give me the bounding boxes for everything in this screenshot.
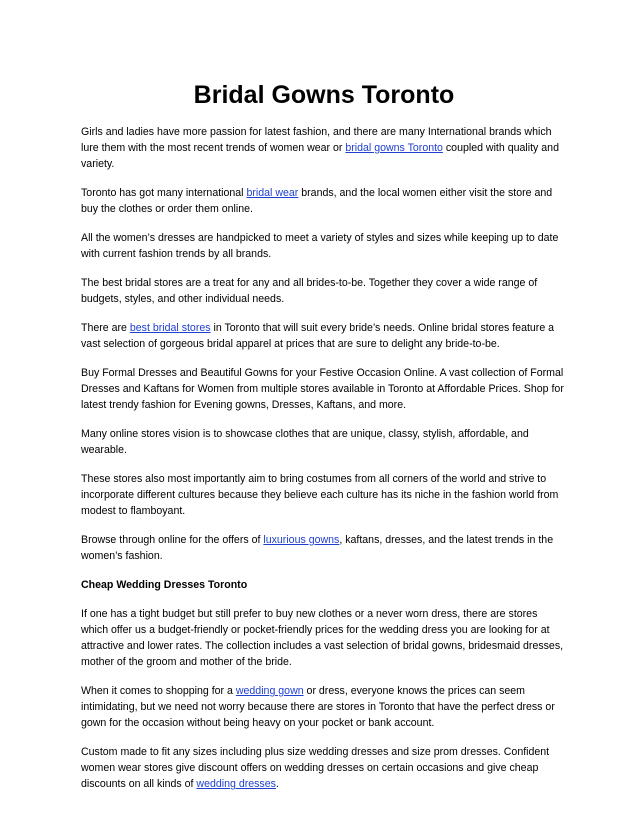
paragraph-text: The best bridal stores are a treat for any and all brides-to-be. Together they cover a wide range of budgets, styles, and other individual needs.: [81, 277, 538, 305]
paragraph-text: Custom made to fit any sizes including plus size wedding dresses and size prom dresses. Confident women wear stores give discount offers on wedding dresses on certain occasions and give cheap discounts on all kinds of: [81, 746, 550, 790]
paragraph-text: Buy Formal Dresses and Beautiful Gowns for your Festive Occasion Online. A vast collection of Formal Dresses and Kaftans for Women from multiple stores available in Toronto at Affordable Prices. Shop for latest trendy fashion for Evening gowns, Dresses, Kaftans, and more.: [81, 367, 564, 411]
paragraph-text: .: [275, 778, 279, 790]
paragraph: [81, 185, 567, 217]
paragraph: [81, 365, 567, 413]
paragraph: [81, 320, 567, 352]
paragraph-text: Many online stores vision is to showcase clothes that are unique, classy, stylish, affordable, and wearable.: [81, 428, 529, 456]
paragraph-text: All the women’s dresses are handpicked to meet a variety of styles and sizes while keeping up to date with current fashion trends by all brands.: [81, 232, 559, 260]
paragraph: [81, 124, 567, 172]
paragraph-text: coupled with quality and variety.: [81, 142, 559, 170]
paragraph-text: If one has a tight budget but still prefer to buy new clothes or a never worn dress, there are stores which offer us a budget-friendly or pocket-friendly prices for the wedding dress you are looking for at attractive and lower rates. The collection includes a vast selection of bridal gowns, bridesmaid dresses, mother of the groom and mother of the bride.: [81, 608, 564, 668]
page-title: Bridal Gowns Toronto: [193, 81, 455, 109]
inline-link[interactable]: wedding gown: [235, 685, 304, 697]
paragraph: [81, 230, 567, 262]
paragraph: [81, 683, 567, 731]
inline-link[interactable]: bridal wear: [246, 187, 299, 199]
inline-link[interactable]: best bridal stores: [129, 322, 211, 334]
paragraph-text: , kaftans, dresses, and the latest trends in the women’s fashion.: [81, 534, 554, 562]
paragraph-text: in Toronto that will suit every bride’s needs. Online bridal stores feature a vast selection of gorgeous bridal apparel at prices that are sure to delight any bride-to-be.: [81, 322, 555, 350]
inline-link[interactable]: bridal gowns Toronto: [345, 142, 443, 154]
paragraph: [81, 744, 567, 792]
inline-link[interactable]: luxurious gowns: [263, 534, 340, 546]
paragraph: [81, 532, 567, 564]
paragraph: [81, 606, 567, 670]
paragraph-text: Toronto has got many international: [81, 187, 247, 199]
paragraph-text: or dress, everyone knows the prices can seem intimidating, but we need not worry because there are stores in Toronto that have the perfect dress or gown for the occasion without being heavy on your pocket or bank account.: [81, 685, 555, 729]
paragraph: [81, 275, 567, 307]
paragraph-text: brands, and the local women either visit the store and buy the clothes or order them online.: [81, 187, 553, 215]
paragraph-text: Cheap Wedding Dresses Toronto: [81, 579, 248, 591]
document-body: [81, 124, 567, 805]
paragraph-text: There are: [81, 322, 130, 334]
section-heading: [81, 577, 567, 593]
paragraph-text: These stores also most importantly aim to bring costumes from all corners of the world and strive to incorporate different cultures because they believe each culture has its niche in the fashion world from modest to flamboyant.: [81, 473, 559, 517]
paragraph-text: Browse through online for the offers of: [81, 534, 264, 546]
paragraph-text: When it comes to shopping for a: [81, 685, 236, 697]
inline-link[interactable]: wedding dresses: [196, 778, 276, 790]
paragraph: [81, 426, 567, 458]
paragraph-text: Girls and ladies have more passion for latest fashion, and there are many International brands which lure them with the most recent trends of women wear or: [81, 126, 552, 154]
paragraph: [81, 471, 567, 519]
